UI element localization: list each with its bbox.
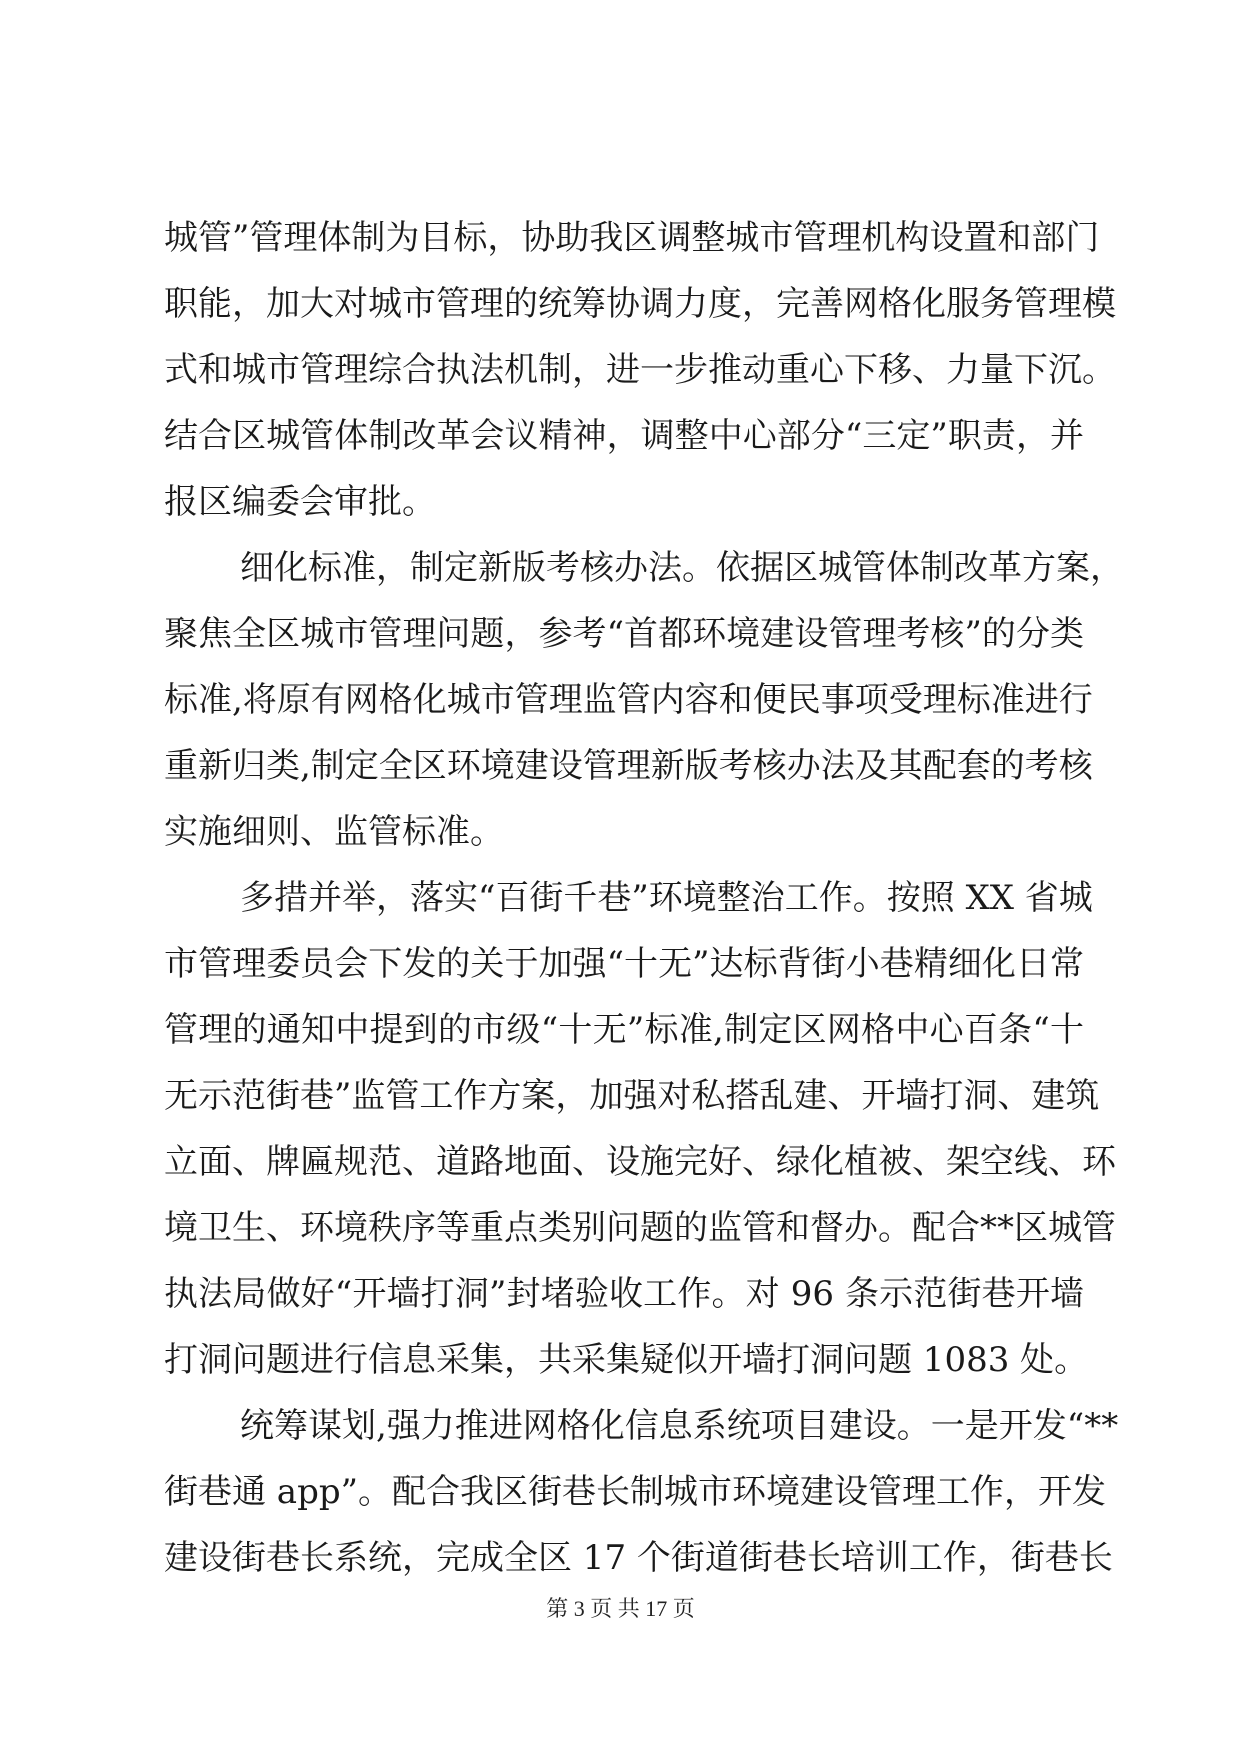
paragraph-first-line: 统筹谋划,强力推进网格化信息系统项目建设。一是开发“** [240,1406,1119,1446]
text-line: 重新归类,制定全区环境建设管理新版考核办法及其配套的考核 [164,746,1093,786]
text-line: 市管理委员会下发的关于加强“十无”达标背街小巷精细化日常 [164,944,1084,984]
text-line: 立面、牌匾规范、道路地面、设施完好、绿化植被、架空线、环 [164,1142,1116,1182]
page-number-footer: 第 3 页 共 17 页 [546,1596,695,1621]
text-line: 街巷通 app”。配合我区街巷长制城市环境建设管理工作，开发 [164,1472,1106,1512]
text-line: 结合区城管体制改革会议精神，调整中心部分“三定”职责，并 [164,416,1084,456]
text-line: 境卫生、环境秩序等重点类别问题的监管和督办。配合**区城管 [164,1208,1116,1248]
text-line: 报区编委会审批。 [164,482,436,522]
text-line: 职能，加大对城市管理的统筹协调力度，完善网格化服务管理模 [164,284,1116,324]
paragraph-first-line: 细化标准，制定新版考核办法。依据区城管体制改革方案， [240,548,1124,588]
text-line: 执法局做好“开墙打洞”封堵验收工作。对 96 条示范街巷开墙 [164,1274,1084,1314]
text-line: 管理的通知中提到的市级“十无”标准,制定区网格中心百条“十 [164,1010,1084,1050]
text-line: 实施细则、监管标准。 [164,812,504,852]
text-line: 式和城市管理综合执法机制，进一步推动重心下移、力量下沉。 [164,350,1116,390]
document-body [164,205,1124,1591]
text-line: 打洞问题进行信息采集，共采集疑似开墙打洞问题 1083 处。 [164,1340,1089,1380]
paragraph-first-line: 多措并举，落实“百街千巷”环境整治工作。按照 XX 省城 [240,878,1093,918]
text-line: 城管”管理体制为目标，协助我区调整城市管理机构设置和部门 [164,218,1100,258]
text-line: 建设街巷长系统，完成全区 17 个街道街巷长培训工作，街巷长 [164,1538,1113,1578]
text-line: 标准,将原有网格化城市管理监管内容和便民事项受理标准进行 [164,680,1093,720]
text-line: 聚焦全区城市管理问题，参考“首都环境建设管理考核”的分类 [164,614,1084,654]
text-line: 无示范街巷”监管工作方案，加强对私搭乱建、开墙打洞、建筑 [164,1076,1100,1116]
